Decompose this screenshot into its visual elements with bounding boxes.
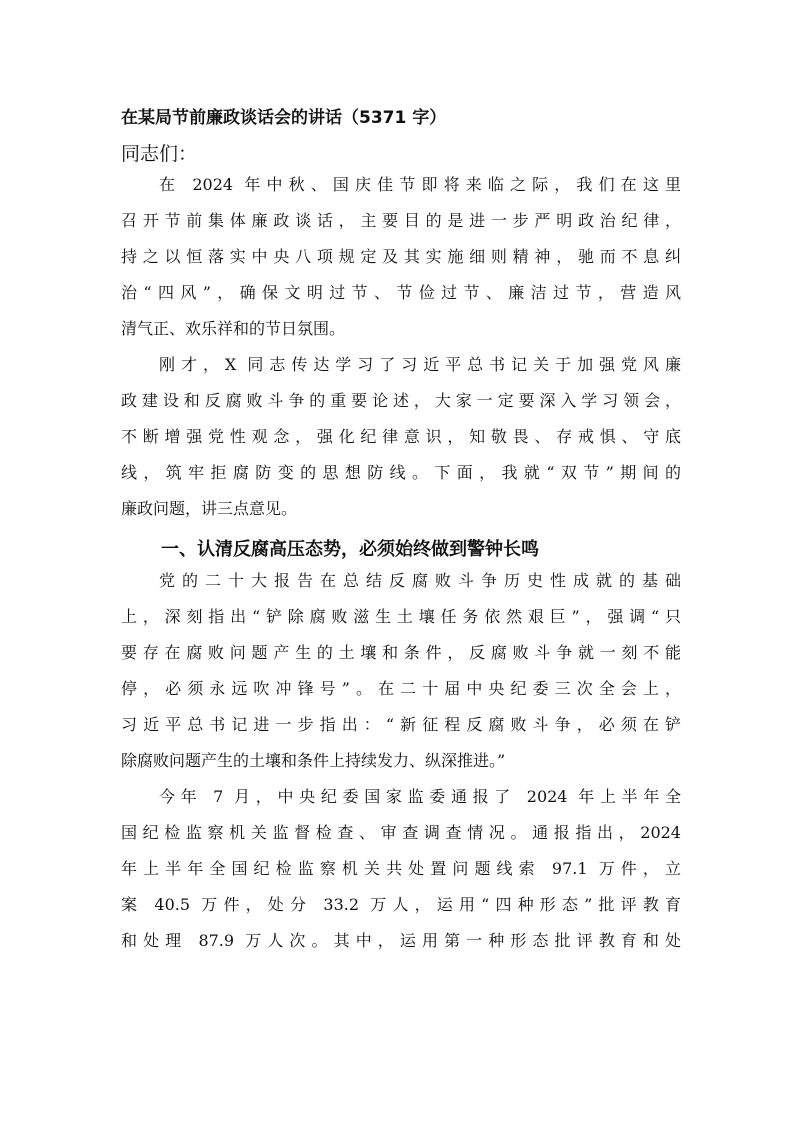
paragraph-line: 在 2024 年中秋、国庆佳节即将来临之际，我们在这里 [159,175,681,194]
paragraph-line: 除腐败问题产生的土壤和条件上持续发力、纵深推进。” [121,751,506,770]
paragraph-section-1 [121,568,681,784]
paragraph-line: 刚才，X 同志传达学习了习近平总书记关于加强党风廉 [159,355,681,374]
paragraph-line: 和处理 87.9 万人次。其中，运用第一种形态批评教育和处 [121,931,681,950]
paragraph-line: 治“四风”，确保文明过节、节俭过节、廉洁过节，营造风 [121,283,681,302]
paragraph-line: 清气正、欢乐祥和的节日氛围。 [121,319,346,338]
paragraph-line: 不断增强党性观念，强化纪律意识，知敬畏、存戒惧、守底 [121,427,681,446]
paragraph-line: 召开节前集体廉政谈话，主要目的是进一步严明政治纪律， [121,211,681,230]
paragraph-line: 习近平总书记进一步指出：“新征程反腐败斗争，必须在铲 [121,715,681,734]
paragraph-line: 停，必须永远吹冲锋号”。在二十届中央纪委三次全会上， [121,679,681,698]
paragraph-intro [121,172,681,352]
paragraph-line: 廉政问题，讲三点意见。 [121,499,298,518]
paragraph-line: 线，筑牢拒腐防变的思想防线。下面，我就“双节”期间的 [121,463,681,482]
section-heading: 一、认清反腐高压态势，必须始终做到警钟长鸣 [161,539,539,560]
paragraph-line: 党的二十大报告在总结反腐败斗争历史性成就的基础 [159,571,681,590]
salutation: 同志们： [121,143,198,165]
document-body [121,100,681,964]
paragraph-line: 今年 7 月，中央纪委国家监委通报了 2024 年上半年全 [159,787,681,806]
paragraph-section-2 [121,784,681,964]
paragraph-line: 要存在腐败问题产生的土壤和条件，反腐败斗争就一刻不能 [121,643,681,662]
document-title: 在某局节前廉政谈话会的讲话（5371 字） [121,108,447,128]
paragraph-line: 政建设和反腐败斗争的重要论述，大家一定要深入学习领会， [121,391,681,410]
paragraph-overview [121,352,681,532]
paragraph-line: 案 40.5 万件，处分 33.2 万人，运用“四种形态”批评教育 [121,895,681,914]
paragraph-line: 国纪检监察机关监督检查、审查调查情况。通报指出，2024 [121,823,681,842]
paragraph-line: 上，深刻指出“铲除腐败滋生土壤任务依然艰巨”，强调“只 [121,607,681,626]
paragraph-line: 持之以恒落实中央八项规定及其实施细则精神，驰而不息纠 [121,247,681,266]
paragraph-line: 年上半年全国纪检监察机关共处置问题线索 97.1 万件，立 [121,859,681,878]
